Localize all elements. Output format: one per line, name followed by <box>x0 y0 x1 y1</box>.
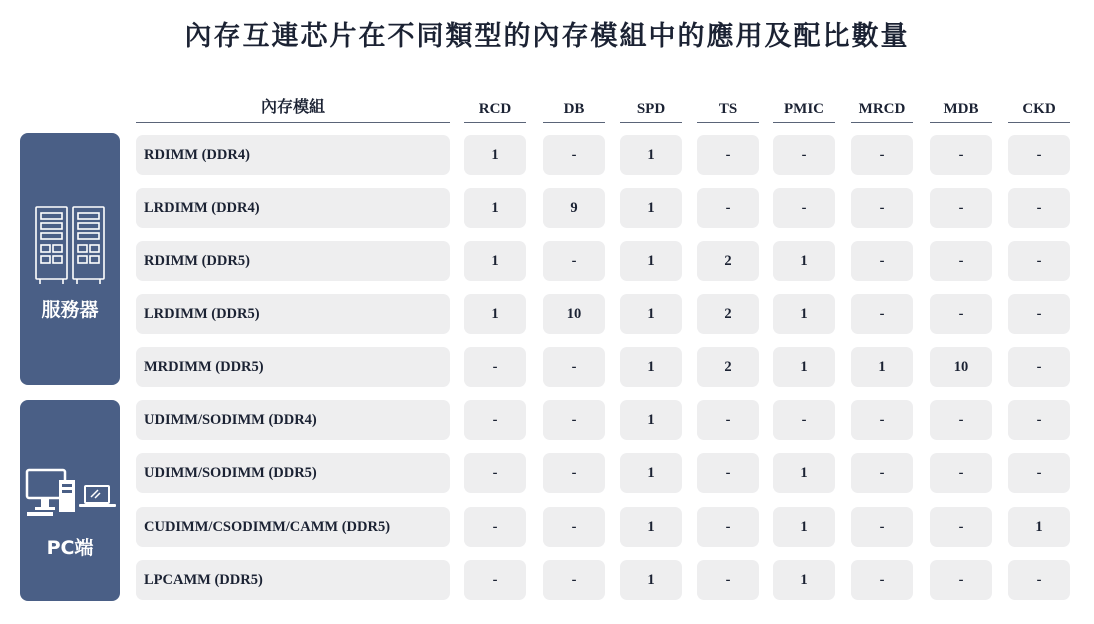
value-cell-db: - <box>543 560 605 600</box>
value-cell-db: - <box>543 453 605 493</box>
value-cell-ckd: - <box>1008 241 1070 281</box>
value-cell-mdb: - <box>930 241 992 281</box>
value-cell-ts: - <box>697 560 759 600</box>
value-cell-ckd: - <box>1008 135 1070 175</box>
module-name-cell: CUDIMM/CSODIMM/CAMM (DDR5) <box>136 507 450 547</box>
value-cell-pmic: 1 <box>773 347 835 387</box>
value-cell-pmic: - <box>773 135 835 175</box>
value-cell-ts: - <box>697 507 759 547</box>
value-cell-mrcd: - <box>851 507 913 547</box>
value-cell-mrcd: - <box>851 453 913 493</box>
value-cell-ts: - <box>697 135 759 175</box>
value-cell-rcd: 1 <box>464 294 526 334</box>
value-cell-spd: 1 <box>620 241 682 281</box>
header-rcd: RCD <box>464 96 526 123</box>
value-cell-spd: 1 <box>620 453 682 493</box>
value-cell-mdb: - <box>930 188 992 228</box>
value-cell-ckd: - <box>1008 294 1070 334</box>
header-ckd: CKD <box>1008 96 1070 123</box>
module-name-cell: LRDIMM (DDR5) <box>136 294 450 334</box>
module-name-cell: UDIMM/SODIMM (DDR4) <box>136 400 450 440</box>
value-cell-db: - <box>543 241 605 281</box>
server-group-label: 服務器 <box>41 299 99 321</box>
value-cell-mdb: - <box>930 135 992 175</box>
header-mdb: MDB <box>930 96 992 123</box>
module-name-cell: LPCAMM (DDR5) <box>136 560 450 600</box>
server-group-panel <box>20 133 120 385</box>
value-cell-mrcd: - <box>851 241 913 281</box>
module-name-cell: RDIMM (DDR4) <box>136 135 450 175</box>
module-name-cell: LRDIMM (DDR4) <box>136 188 450 228</box>
value-cell-pmic: 1 <box>773 241 835 281</box>
value-cell-mrcd: 1 <box>851 347 913 387</box>
header-ts: TS <box>697 96 759 123</box>
value-cell-mdb: 10 <box>930 347 992 387</box>
value-cell-ckd: - <box>1008 188 1070 228</box>
value-cell-rcd: 1 <box>464 135 526 175</box>
value-cell-mdb: - <box>930 507 992 547</box>
value-cell-ckd: - <box>1008 453 1070 493</box>
value-cell-pmic: 1 <box>773 560 835 600</box>
value-cell-pmic: - <box>773 188 835 228</box>
value-cell-mrcd: - <box>851 400 913 440</box>
header-mrcd: MRCD <box>851 96 913 123</box>
value-cell-ckd: - <box>1008 347 1070 387</box>
value-cell-db: - <box>543 400 605 440</box>
value-cell-mrcd: - <box>851 560 913 600</box>
value-cell-spd: 1 <box>620 294 682 334</box>
value-cell-rcd: - <box>464 400 526 440</box>
pc-group-panel <box>20 400 120 601</box>
module-name-cell: MRDIMM (DDR5) <box>136 347 450 387</box>
value-cell-rcd: - <box>464 560 526 600</box>
header-spd: SPD <box>620 96 682 123</box>
value-cell-db: 9 <box>543 188 605 228</box>
page-title: 內存互連芯片在不同類型的內存模組中的應用及配比數量 <box>184 21 910 52</box>
value-cell-db: - <box>543 507 605 547</box>
module-name-cell: RDIMM (DDR5) <box>136 241 450 281</box>
server-rack-icon <box>34 205 106 285</box>
value-cell-ts: - <box>697 400 759 440</box>
value-cell-ts: 2 <box>697 241 759 281</box>
value-cell-mdb: - <box>930 400 992 440</box>
value-cell-pmic: 1 <box>773 507 835 547</box>
value-cell-db: 10 <box>543 294 605 334</box>
header-pmic: PMIC <box>773 96 835 123</box>
value-cell-rcd: 1 <box>464 241 526 281</box>
value-cell-ckd: - <box>1008 560 1070 600</box>
value-cell-pmic: 1 <box>773 453 835 493</box>
value-cell-rcd: 1 <box>464 188 526 228</box>
value-cell-ts: 2 <box>697 347 759 387</box>
value-cell-spd: 1 <box>620 188 682 228</box>
value-cell-mrcd: - <box>851 135 913 175</box>
value-cell-rcd: - <box>464 347 526 387</box>
value-cell-pmic: 1 <box>773 294 835 334</box>
header-db: DB <box>543 96 605 123</box>
value-cell-mdb: - <box>930 560 992 600</box>
desktop-laptop-icon <box>25 468 119 520</box>
value-cell-db: - <box>543 347 605 387</box>
value-cell-db: - <box>543 135 605 175</box>
header-module: 內存模組 <box>136 96 450 123</box>
value-cell-mdb: - <box>930 294 992 334</box>
value-cell-ts: - <box>697 188 759 228</box>
value-cell-rcd: - <box>464 453 526 493</box>
value-cell-ts: - <box>697 453 759 493</box>
module-name-cell: UDIMM/SODIMM (DDR5) <box>136 453 450 493</box>
value-cell-ckd: 1 <box>1008 507 1070 547</box>
value-cell-spd: 1 <box>620 507 682 547</box>
value-cell-mdb: - <box>930 453 992 493</box>
pc-group-label: PC端 <box>46 537 94 559</box>
value-cell-spd: 1 <box>620 135 682 175</box>
value-cell-pmic: - <box>773 400 835 440</box>
value-cell-ckd: - <box>1008 400 1070 440</box>
value-cell-spd: 1 <box>620 560 682 600</box>
value-cell-rcd: - <box>464 507 526 547</box>
value-cell-ts: 2 <box>697 294 759 334</box>
value-cell-mrcd: - <box>851 188 913 228</box>
value-cell-spd: 1 <box>620 400 682 440</box>
value-cell-spd: 1 <box>620 347 682 387</box>
value-cell-mrcd: - <box>851 294 913 334</box>
